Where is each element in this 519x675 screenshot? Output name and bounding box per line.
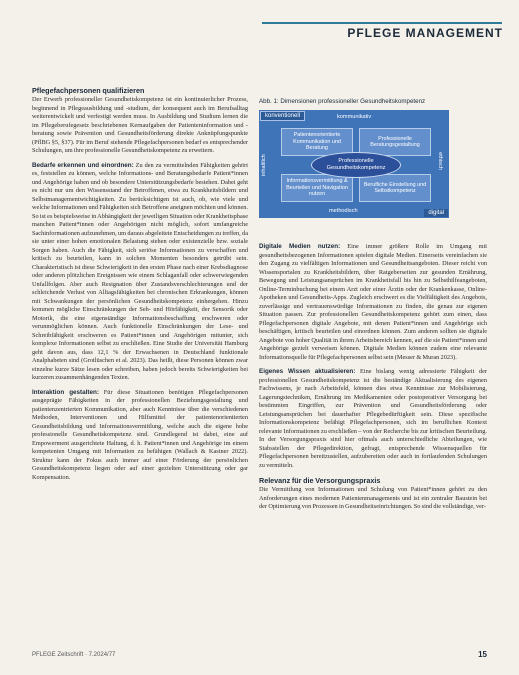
label-digital: digital [424,209,448,217]
bold-lead: Digitale Medien nutzen: [259,243,341,250]
label-methodisch: methodisch [329,208,358,214]
paragraph-interaktion [32,389,248,483]
paragraph-eigenes-wissen [259,368,487,470]
figure-caption: Abb. 1: Dimensionen professioneller Gesundheitskompetenz [259,98,426,105]
paragraph-text: Zu den zu vermittelnden Fähigkeiten gehört es, feststellen zu können, welche Informations- und Beratungsbedarfe Patient*innen und Angehörige haben und ob besondere Unterstützungsbedarfe bestehen. Dabei geht es nicht nur um den Wissensstand der Betroffenen, etwa zu Krankheitsbildern und Selbstmanagementwichtigkeiten. Zu berücksichtigen ist auch, ob, wie viele und welche Informationen und Fähigkeiten sich Betroffene aneignen möchten und können. So ist es beispielsweise in Abhängigkeit der jeweiligen Situation oder Krankheitsphase manchen Patient*innen oder Angehörigen nicht möglich, sofort umfangreiche Sachinformationen aufzunehmen, um daraus abgeleitete Entscheidungen zu treffen, da sie unter einer hohen emotionalen Belastung stehen oder existenzielle bzw. soziale Sorgen haben. Auch die Fähigkeit, sich seriöse Informationen zu verschaffen und kritisch zu beurteilen, kann in solchen Momenten besonders getrübt sein. Charakteristisch ist diese Schwierigkeit in den ersten Phase nach einer Krebsdiagnose oder anderen plötzlichen Ereignissen wie einem Schlaganfall oder schwerwiegenden Unfallfolgen. Aber auch Resignation über Zustandsverschlechterungen und der schleichende Verlust von Alltagsfähigkeiten bei chronischen Erkrankungen, können mit Schwankungen der persönlichen Gesundheitskompetenz einhergehen. Hinzu kommen mögliche Einschränkungen der Seh- und Hörfähigkeit, der Sensorik oder Motorik, die eine eigenständige Informationsbeschaffung erschweren oder verunmöglichen können. Auch funktionelle Einschränkungen der Lese- und Schreibfähigkeit erschweren es Patient*innen und Angehörigen mitunter, sich komplexe Informationen selbst zu erschließen. Eine Studie der Universität Hamburg geht davon aus, dass 12,1 % der Erwachsenen in Deutschland funktionale Analphabeten sind (Grotlüschen et al. 2023). Das heißt, diese Personen können zwar einzelne kurze Sätze lesen oder schreiben, haben jedoch bereits Schwierigkeiten bei kurzeren zusammenhängenden Texten. [32,161,249,381]
closing-paragraph: Die Vermittlung von Informationen und Schulung von Patient*innen gehört zu den Anforderungen eines modernen Patientenmanagements und ist ein zentraler Baustein bei der Optimierung von Prozessen in Gesundheitseinrichtungen. So sind die vollständige, ver- [259,486,487,510]
figure [259,98,487,228]
label-inhaltlich: inhaltlich [261,154,267,176]
quadrant-top-left: Patientenorientierte Kommunikation und Beratung [281,128,353,156]
competence-diagram [259,110,449,218]
quadrant-bottom-right: Berufliche Einstellung und Selbstkompetenz [359,174,431,202]
center-ellipse: Professionelle Gesundheitskompetenz [311,152,401,178]
label-ethisch: ethisch [437,152,444,170]
left-column [32,86,248,488]
intro-paragraph: Der Erwerb professioneller Gesundheitskompetenz ist ein kontinuierlicher Prozess, beginnend in Pflegeausbildung und -studium, der konsequent auch im Berufsalltag weiterentwickelt und verfestigt werden muss. In Ausbildung und Studium lernen die im Pflegeberufegesetz beschriebenen Kernaufgaben der Patienteninformation und -beratung sowie Prävention und Gesundheitsförderung direkte Anknüpfungspunkte (PflBG §5, §37). Für im Beruf stehende Pflegefachpersonen bedarf es entsprechender Schulungen, um ihre professionelle Gesundheitskompetenz zu erweitern. [32,96,248,154]
bold-lead: Bedarfe erkennen und einordnen: [32,161,134,169]
quadrant-top-right: Professionelle Beratungsgestaltung [359,128,431,156]
quadrant-bottom-left: Informationsvermittlung & Beurteilen und Navigation nutzen [281,174,353,202]
section-heading: Pflegefachpersonen qualifizieren [32,86,145,95]
paragraph-digitale-medien [259,243,487,362]
paragraph-bedarfe [32,162,248,383]
page-header [0,0,519,50]
label-kommunikativ: kommunikativ [337,114,372,120]
section-title: PFLEGE MANAGEMENT [347,26,503,40]
label-konventionell: konventionell [260,111,305,121]
paragraph-text: Für diese Situationen benötigen Pflegefachpersonen ausgeprägte Fähigkeiten in der professionellen Beziehungsgestaltung und patientenzentrierten Kommunikation, aber auch Kenntnisse über die verschiedenen Methoden, Interventionen und Hilfsmittel der patientenorientierten Gesundheitsbildung und Informationsvermittlung, welche auch die eigene hohe professionelle Gesundheitskompetenz sind. Grundlegend ist dabei, eine auf Empowerment ausgerichtete Haltung, d. h. Patient*innen und Angehörige im einem kompetenten Umgang mit Information zu befähigen (Wallach & Kastner 2022). Struktur kann der Fokus auch immer auf einer Förderung der persönlichen Gesundheitskompetenz liegen oder auf einer gezielten Unterstützung oder gar Kompensation. [32,388,248,481]
page-number: 15 [478,650,487,659]
paragraph-text: Eine bislang wenig adressierte Fähigkeit der professionellen Gesundheitskompetenz ist die beständige Aktualisierung des eigenen Fachwissens, je nach Arbeitsfeld, können dies etwa Kenntnisse zur Mobilisierung, Lagerungstechniken, Ernährung im Medikamenten oder postoperativer Versorgung bei bestimmten Eingriffen, zur Prävention und Gesundheitsförderung oder Leistungsansprüchen bei dauerhafter Pflegebedürftigkeit sein. Diese spezifische Informationskompetenz befähigt Pflegefachpersonen, sich im beruflichen Kontext relevante Informationen zu erschließen – von der Recherche bis zur kritischen Beurteilung. In der Versorgungspraxis sind hier oftmals auch unterschiedliche Abteilungen, wie Stabsstellen der Pflegedirektion, gefragt, entsprechende Wissensquellen für Pflegefachpersonen bereitzustellen, aufzubereiten oder auch in fortlaufenden Schulungen zu vermitteln. [259,368,487,469]
bold-lead: Eigenes Wissen aktualisieren: [259,368,356,375]
header-rule [262,22,502,24]
page-footer [32,652,487,662]
paragraph-text: Eine immer größere Rolle im Umgang mit gesundheitsbezogenen Informationen spielen digitale Medien. Einerseits vereinfachen sie den Zugang zu vielfältigen Informationen und Gesundheitsangeboten. Dieser reicht von Wissensportalen zu Krankheitsbildern, über Ratgeberseiten zur gesunden Ernährung, Bewegung und Leistungsansprüchen im Krankheitsfall bis hin zu Selbsthilfeangeboten, Online-Terminbuchung bei einem Arzt oder einer Ärztin oder der Krankenkasse, Online-Apotheken und Gesundheits-Apps. Zugleich erschwert es die Vielfältigkeit des Angebots, zuverlässige und vertrauenswürdige Informationen zu finden, die genau zur eigenen Situation passen. Zur professionellen Gesundheitskompetenz gehört zum einen, dass Pflegefachpersonen digitale Angebote, mit denen Patient*innen und Angehörige sich beschäftigen, kritisch beurteilen und einordnen können. Zum anderen sollten sie digitale Angebote von hoher Qualität in ihrem Arbeitsbereich kennen, auf die sie Patient*innen und Angehörige gezielt verweisen können. Digitale Medien können zudem eine relevante Informationsquelle für Pflegefachpersonen selbst sein (Messer & Muran 2023). [259,243,487,361]
right-column [259,243,487,518]
journal-info: PFLEGE Zeitschrift · 7.2024/77 [32,652,116,658]
bold-lead: Interaktion gestalten: [32,388,99,396]
section-heading: Relevanz für die Versorgungspraxis [259,476,381,485]
